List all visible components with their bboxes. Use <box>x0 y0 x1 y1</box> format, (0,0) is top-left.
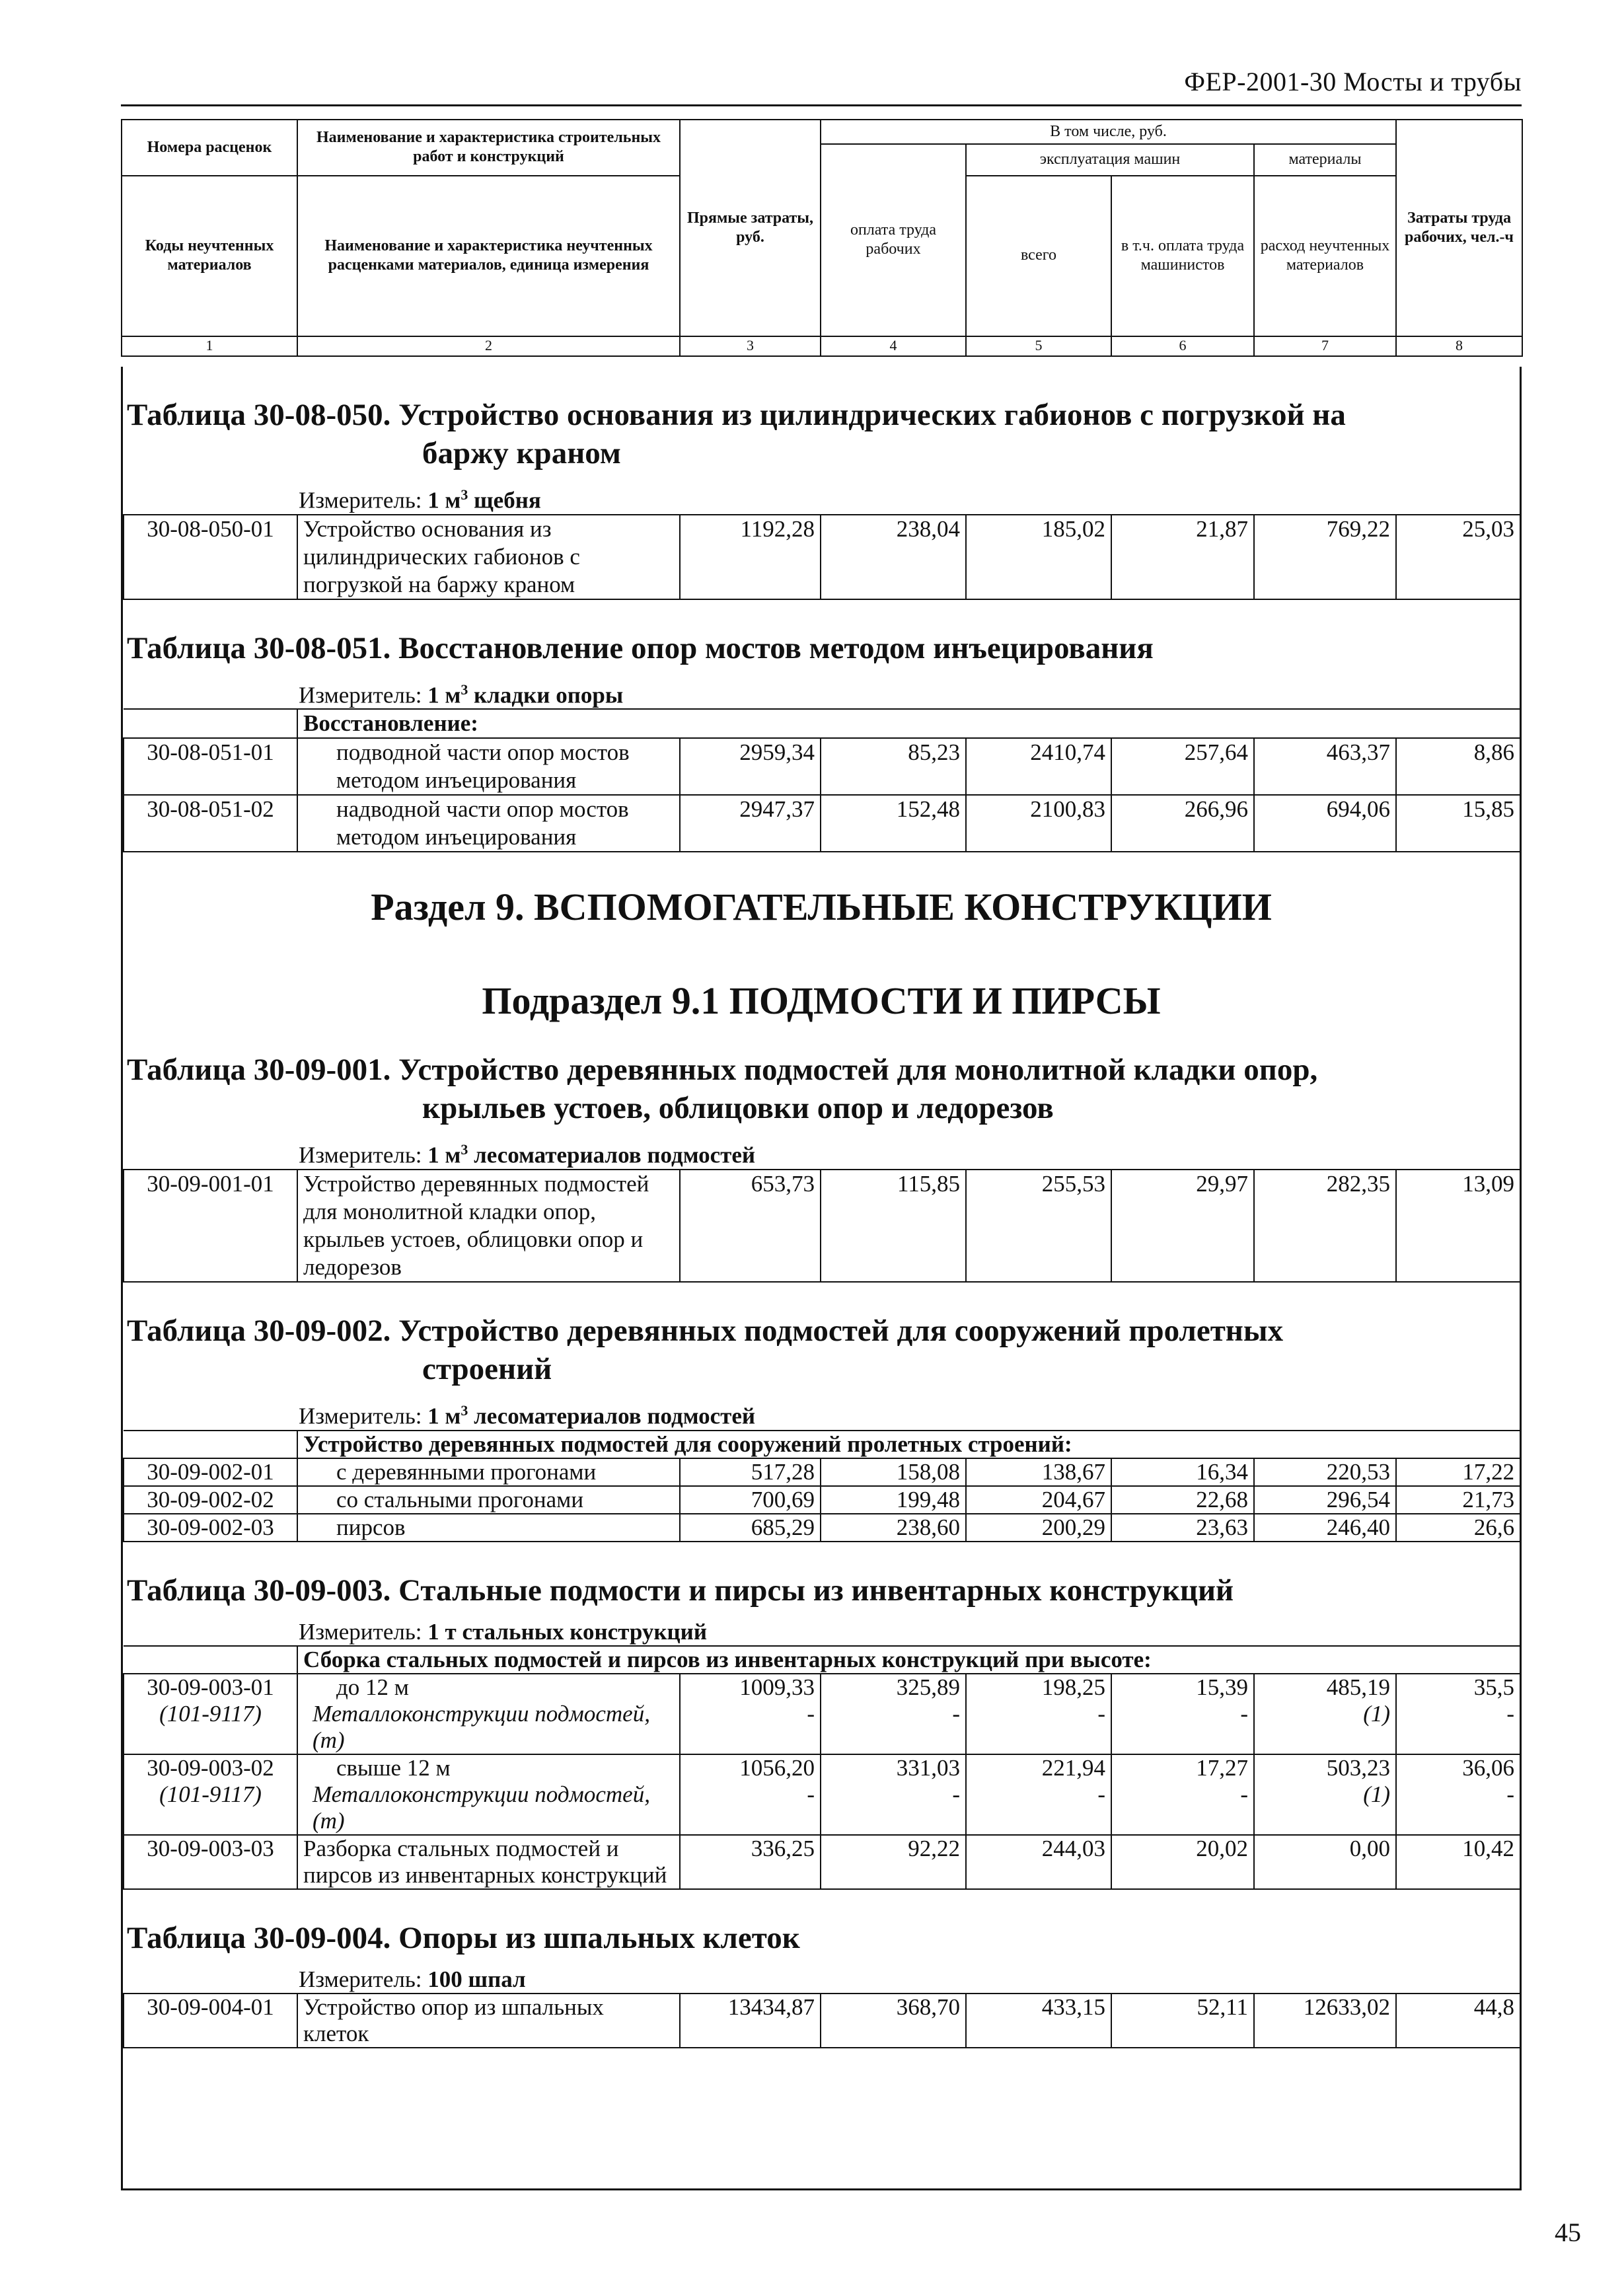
table-title: Таблица 30-09-002. Устройство деревянных подмостей для сооружений пролетных строений <box>127 1313 1284 1386</box>
col-number: 8 <box>1396 336 1522 356</box>
table-row: 30-08-051-02 надводной части опор мостов методом инъецирования 2947,37 152,48 2100,83 266,96 694,06 15,85 <box>124 795 1520 852</box>
table-row: 30-09-004-01 Устройство опор из шпальных клеток 13434,87 368,70 433,15 52,11 12633,02 44,8 <box>124 1994 1520 2048</box>
subsection-title: Подраздел 9.1 ПОДМОСТИ И ПИРСЫ <box>482 979 1161 1023</box>
table-30-08-050 <box>123 367 1520 600</box>
section-title: Раздел 9. ВСПОМОГАТЕЛЬНЫЕ КОНСТРУКЦИИ <box>371 885 1272 929</box>
rates-table <box>123 514 1521 600</box>
col1-bottom: Коды неучтенных материалов <box>122 176 297 336</box>
measurement-unit: Измеритель: 1 $м^3$ лесоматериалов подмостей <box>299 1141 756 1168</box>
rates-table <box>123 1430 1521 1542</box>
measurement-unit: Измеритель: 1 $м^3$ кладки опоры <box>299 681 624 708</box>
table-30-09-001 <box>123 1024 1520 1283</box>
content-frame <box>121 367 1522 2190</box>
col4: оплата труда рабочих <box>821 144 966 336</box>
header-rule <box>121 104 1522 106</box>
table-title: Таблица 30-08-051. Восстановление опор мостов методом инъецирования <box>127 630 1154 665</box>
table-title: Таблица 30-08-050. Устройство основания из цилиндрических габионов с погрузкой на баржу краном <box>127 398 1346 470</box>
col8: Затраты труда рабочих, чел.-ч <box>1396 120 1522 336</box>
table-title: Таблица 30-09-004. Опоры из шпальных клеток <box>127 1920 800 1955</box>
table-row: 30-09-002-03 пирсов 685,29 238,60 200,29 23,63 246,40 26,6 <box>124 1514 1520 1542</box>
page-number: 45 <box>1555 2218 1581 2247</box>
col-number: 1 <box>122 336 297 356</box>
table-30-09-002 <box>123 1283 1520 1542</box>
rates-table <box>123 708 1521 852</box>
document-page <box>121 66 1581 2247</box>
rates-table <box>123 1993 1521 2048</box>
running-header: ФЕР-2001-30 Мосты и трубы <box>1184 67 1522 96</box>
column-header-table <box>121 119 1523 357</box>
col3: Прямые затраты, руб. <box>680 120 821 336</box>
col-number: 3 <box>680 336 821 356</box>
table-title: Таблица 30-09-001. Устройство деревянных подмостей для монолитной кладки опор, крыльев устоев, облицовки опор и ледорезов <box>127 1053 1318 1126</box>
col1-top: Номера расценок <box>122 120 297 176</box>
table-row: 30-08-051-01 подводной части опор мостов методом инъецирования 2959,34 85,23 2410,74 257,64 463,37 8,86 <box>124 738 1520 795</box>
table-30-09-004 <box>123 1890 1520 2048</box>
col-number: 2 <box>297 336 680 356</box>
rates-table <box>123 1645 1521 1890</box>
materials-header: материалы <box>1254 144 1396 176</box>
column-header <box>121 119 1522 357</box>
col-number: 5 <box>966 336 1111 356</box>
table-row: 30-09-003-01 до 12 м 1009,33 325,89 198,25 15,39 485,19 35,5 <box>124 1674 1520 1701</box>
measurement-unit: Измеритель: 1 $м^3$ лесоматериалов подмостей <box>299 1401 756 1429</box>
col2-bottom: Наименование и характеристика неучтенных расценками материалов, единица измерения <box>297 176 680 336</box>
material-row: (101-9117) Металлоконструкции подмостей, (т) - - - - (1) - <box>124 1781 1520 1835</box>
material-row: (101-9117) Металлоконструкции подмостей, (т) - - - - (1) - <box>124 1701 1520 1754</box>
table-row: 30-09-001-01 Устройство деревянных подмостей для монолитной кладки опор, крыльев устоев, облицовки опор и ледорезов 653,73 115,85 255,53 29,97 282,35 13,09 <box>124 1170 1520 1282</box>
table-row: 30-09-003-03 Разборка стальных подмостей и пирсов из инвентарных конструкций 336,25 92,22 244,03 20,02 0,00 10,42 <box>124 1835 1520 1889</box>
measurement-unit: Измеритель: 1 т стальных конструкций <box>299 1618 707 1645</box>
table-row: 30-08-050-01 Устройство основания из цилиндрических габионов с погрузкой на баржу краном 1192,28 238,04 185,02 21,87 769,22 25,03 <box>124 515 1520 599</box>
col7: расход неучтенных материалов <box>1254 176 1396 336</box>
table-row: 30-09-002-01 с деревянными прогонами 517,28 158,08 138,67 16,34 220,53 17,22 <box>124 1458 1520 1486</box>
including-header: В том числе, руб. <box>821 120 1396 144</box>
table-row: 30-09-002-02 со стальными прогонами 700,69 199,48 204,67 22,68 296,54 21,73 <box>124 1486 1520 1514</box>
group-row: Устройство деревянных подмостей для сооружений пролетных строений: <box>124 1431 1520 1458</box>
table-30-09-003 <box>123 1542 1520 1890</box>
col-number: 6 <box>1111 336 1254 356</box>
group-row: Восстановление: <box>124 709 1520 738</box>
measurement-unit: Измеритель: 1 $м^3$ щебня <box>299 486 541 513</box>
col6: в т.ч. оплата труда машинистов <box>1111 176 1254 336</box>
machines-header: эксплуатация машин <box>966 144 1254 176</box>
col5: всего <box>966 176 1111 336</box>
measurement-unit: Измеритель: 100 шпал <box>299 1966 526 1992</box>
table-row: 30-09-003-02 свыше 12 м 1056,20 331,03 221,94 17,27 503,23 36,06 <box>124 1754 1520 1781</box>
col-number: 4 <box>821 336 966 356</box>
col2-top: Наименование и характеристика строительных работ и конструкций <box>297 120 680 176</box>
rates-table <box>123 1169 1521 1283</box>
col-number: 7 <box>1254 336 1396 356</box>
table-title: Таблица 30-09-003. Стальные подмости и пирсы из инвентарных конструкций <box>127 1573 1234 1608</box>
group-row: Сборка стальных подмостей и пирсов из инвентарных конструкций при высоте: <box>124 1646 1520 1674</box>
table-30-08-051 <box>123 600 1520 853</box>
